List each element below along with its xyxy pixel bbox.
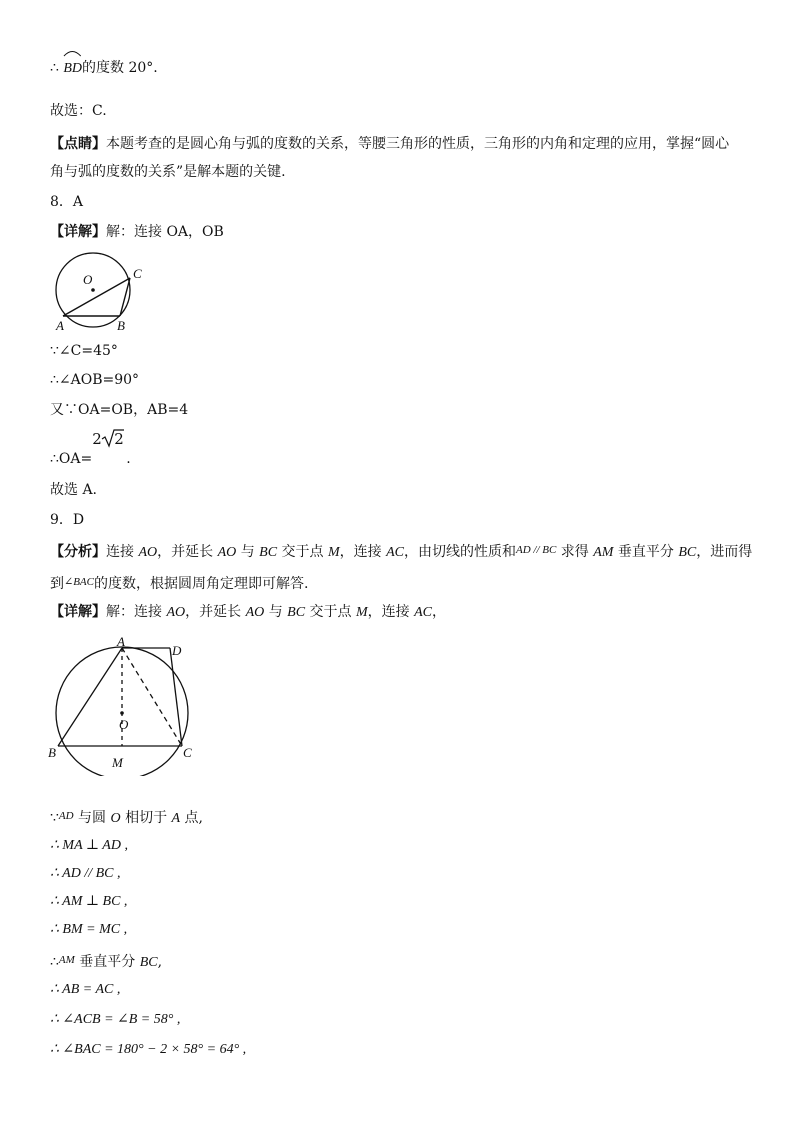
q9-analysis-line-1: 【分析】连接 AO，并延长 AO 与 BC 交于点 M，连接 AC，由切线的性质和$^{AD // BC}$ 求得 AM 垂直平分 BC，进而得 [50,544,753,560]
q9-number: 9．D [50,512,85,528]
label-o: O [119,717,129,732]
q9-step-9: ∴ ∠BAC = 180° − 2 × 58° = 64° , [50,1042,247,1057]
choice-line: 故选：C. [50,103,107,119]
detail-tag: 【详解】 [50,224,106,240]
comment-line-1: 【点睛】本题考查的是圆心角与弧的度数的关系，等腰三角形的性质，三角形的内角和定理的应用，掌握“圆心 [50,136,730,152]
label-d: D [172,643,182,658]
q8-step-1: ∵∠C=45° [50,343,118,359]
q9-step-1: ∵$^{AD}$ 与圆 O 相切于 A 点, [50,810,203,826]
label-m: M [112,755,123,770]
label-a: A [56,318,64,333]
q8-oa-line: ∴OA= 2 2 . [50,430,131,467]
segment-bc [120,278,130,316]
analysis-tag: 【分析】 [50,544,106,560]
center-point [120,711,124,715]
segment-ac [63,278,130,316]
q9-detail-line: 【详解】解：连接 AO，并延长 AO 与 BC 交于点 M，连接 AC， [50,604,446,620]
q9-step-5: ∴ BM = MC , [50,922,128,937]
q8-number: 8．A [50,194,84,210]
q8-circle-figure [48,252,156,334]
q9-step-3: ∴ AD // BC , [50,866,121,881]
therefore-symbol: ∴ [50,60,59,76]
comment-tag: 【点睛】 [50,136,106,152]
q9-step-8: ∴ ∠ACB = ∠B = 58° , [50,1012,181,1027]
segment-dc [170,648,182,746]
q9-step-4: ∴ AM ⊥ BC , [50,894,128,909]
center-point [91,288,95,292]
q9-step-7: ∴ AB = AC , [50,982,121,997]
q8-choice: 故选 A. [50,482,98,498]
q8-step-2: ∴∠AOB=90° [50,372,140,388]
arc-degree-line: ∴ BD的度数 20°. [50,58,158,79]
q8-detail-line: 【详解】解：连接 OA，OB [50,224,224,240]
label-c: C [183,745,192,760]
label-b: B [48,745,56,760]
label-o: O [83,272,93,287]
label-a: A [117,636,125,649]
arc-bd: BD [63,59,82,79]
q9-circle-figure [44,636,214,776]
segment-ac [122,648,182,746]
q8-step-3: 又∵OA=OB，AB=4 [50,402,189,418]
q9-step-2: ∴ MA ⊥ AD , [50,838,128,853]
segment-ab [58,648,122,746]
label-b: B [117,318,125,333]
q9-step-6: ∴$^{AM}$ 垂直平分 BC, [50,954,163,970]
label-c: C [133,266,142,281]
arc-cap-icon [63,49,82,57]
q9-analysis-line-2: 到$^{\angle BAC}$的度数，根据圆周角定理即可解答. [50,576,309,592]
detail-tag: 【详解】 [50,604,106,620]
sqrt-expression: 2 2 [92,430,124,448]
comment-line-2: 角与弧的度数的关系”是解本题的关键. [50,164,286,180]
